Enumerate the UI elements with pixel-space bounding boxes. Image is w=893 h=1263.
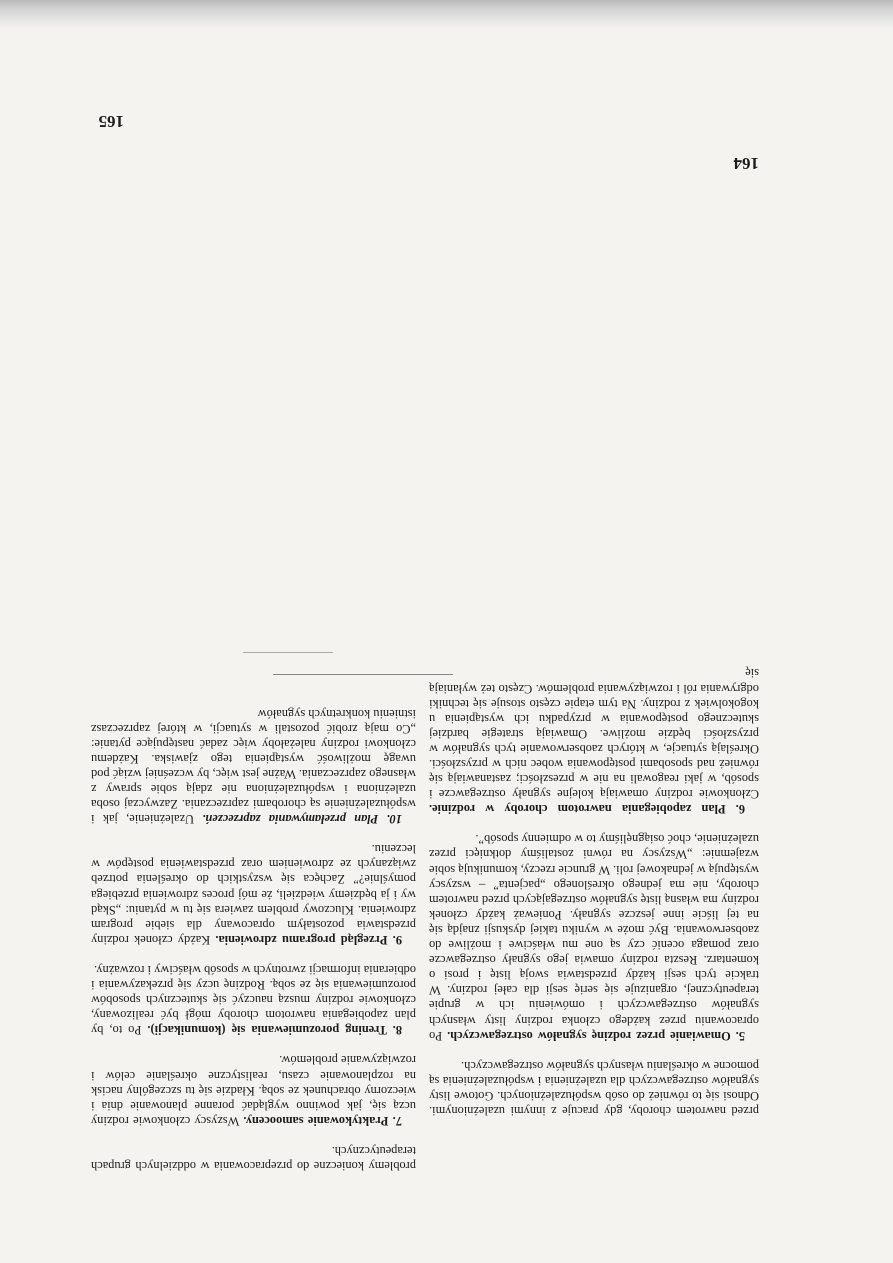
section-10-body: Uzależnienie, jak i współuzależnienie są chorobami zaprzeczania. Zazwyczaj osoba uzależniona i współuzależniona nie zdają sobie sprawy z własnego zaprzeczania. Ważne jest więc, by wcześniej wziąć pod uwagę możliwość wystąpienia tego zjawiska. Każdemu członkowi rodziny należałoby więc zadać następujące pytanie: „Co mają zrobić pozostali w sytuacji, w której zaprzeczasz istnieniu konkretnych sygnałów bbox=[91, 706, 416, 827]
right-page bbox=[91, 705, 416, 1173]
section-7-heading: 7. Praktykowanie samooceny. bbox=[243, 1113, 402, 1128]
page-fold-line bbox=[273, 674, 453, 675]
page-fold-line-secondary bbox=[243, 652, 333, 653]
left-page-paragraph: przed nawrotem choroby, gdy pracuje z innymi uzależnionymi. Odnosi się to również do osób współuzależnionych. Gotowe listy sygnałów ostrzegawczych dla uzależnienia i współuzależnienia są pomocne w określaniu własnych sygnałów ostrzegawczych. bbox=[429, 1058, 759, 1118]
section-7 bbox=[91, 1052, 416, 1127]
right-page-paragraph: problemy konieczne do przepracowania w oddzielnych grupach terapeutycznych. bbox=[91, 1143, 416, 1173]
section-5-heading: 5. Omawianie przez rodzinę sygnałów ostrzegawczych. bbox=[447, 1028, 745, 1043]
section-9-body: Każdy członek rodziny przedstawia pozostałym opracowany dla siebie program zdrowienia. Kluczowy problem zawiera się tu w pytaniu: „Skąd wy i ja będziemy wiedzieli, że mój proces zdrowienia przebiega pomyślnie?” Zachęca się wszystkich do określenia potrzeb związanych ze zdrowieniem oraz przedstawienia postępów w leczeniu. bbox=[91, 842, 416, 947]
section-8 bbox=[91, 962, 416, 1037]
section-8-body: Po to, by plan zapobiegania nawrotom choroby mógł być realizowany, członkowie rodziny muszą nauczyć się skutecznych sposobów porozumiewania się ze sobą. Rodzinę uczy się przekazywania i odbierania informacji zwrotnych w sposób właściwy i rozważny. bbox=[91, 962, 416, 1038]
section-9-heading: 9. Przegląd programu zdrowienia. bbox=[215, 932, 402, 947]
section-8-heading: 8. Trening porozumiewania się (komunikacji). bbox=[147, 1023, 402, 1038]
section-10-heading: 10. Plan przełamywania zaprzeczeń. bbox=[202, 812, 402, 827]
section-5-body: Po opracowaniu przez każdego członka rodziny listy własnych sygnałów ostrzegawczych i omówieniu ich w grupie terapeutycznej, organizuje się serię sesji dla całej rodziny. W trakcie tych sesji każdy przedstawia swoją listę i prosi o komentarz. Reszta rodziny omawia jego sygnały ostrzegawcze oraz pomaga ocenić czy są one mu właściwe i możliwe do zaobserwowania. Być może w wyniku takiej dyskusji znajdą się na tej liście inne jeszcze sygnały. Ponieważ każdy członek rodziny ma własną listę sygnałów ostrzegających przed nawrotem choroby, nie ma jednego określonego „pacjenta” – wszyscy występują w jednakowej roli. W gruncie rzeczy, komunikują sobie wzajemnie: „Wszyscy na równi zostaliśmy dotknięci przez uzależnienie, choć osiągnęliśmy to w odmienny sposób”. bbox=[429, 832, 759, 1043]
section-6-body: Członkowie rodziny omawiają kolejne sygnały ostrzegawcze i sposób, w jaki reagowali na nie w przeszłości; zastanawiają się również nad sposobami postępowania wobec nich w przyszłości. Określają sytuacje, w których zaobserwowanie tych sygnałów w przyszłości będzie możliwe. Omawiają strategie bardziej skutecznego postępowania w przypadku ich wystąpienia u kogokolwiek z rodziny. Na tym etapie często stosuje się techniki odgrywania ról i rozwiązywania problemów. Często też wyłaniają się bbox=[429, 666, 759, 802]
section-7-body: Wszyscy członkowie rodziny uczą się, jak powinno wyglądać poranne planowanie dnia i wieczorny obrachunek ze sobą. Kładzie się tu szczególny nacisk na rozplanowanie czasu, realistyczne określanie celów i rozwiązywanie problemów. bbox=[90, 1053, 416, 1128]
left-page bbox=[429, 665, 759, 1118]
section-10 bbox=[91, 705, 416, 826]
section-5 bbox=[429, 831, 759, 1042]
section-6-heading: 6. Plan zapobiegania nawrotom choroby w rodzinie. bbox=[429, 802, 745, 817]
section-9 bbox=[91, 841, 416, 947]
page-number-right: 165 bbox=[98, 112, 124, 131]
section-6 bbox=[429, 665, 759, 816]
page-number-left: 164 bbox=[733, 154, 759, 173]
